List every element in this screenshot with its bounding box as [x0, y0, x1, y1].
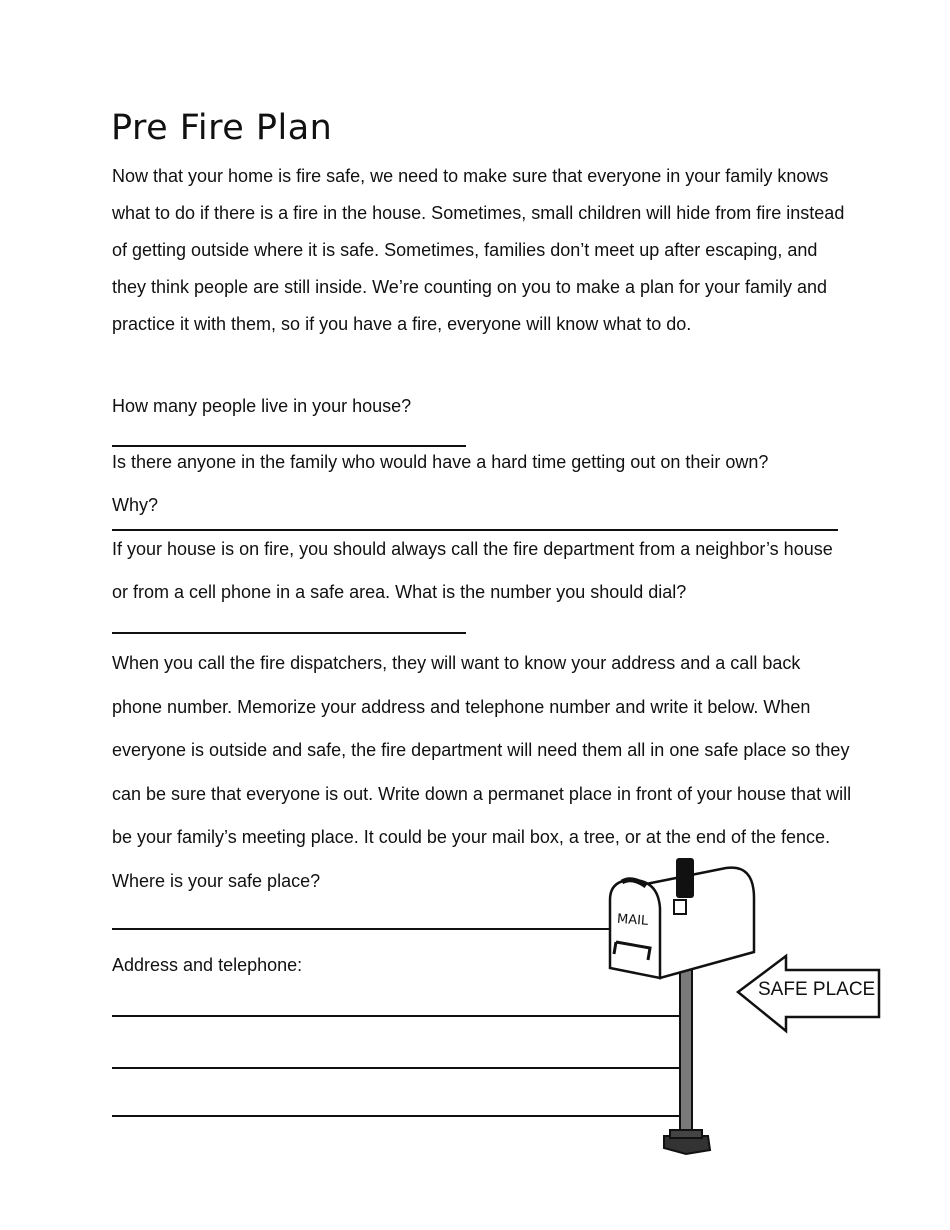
safe-place-sign-label: SAFE PLACE [758, 979, 876, 1000]
mailbox-illustration [600, 850, 890, 1160]
page-title: Pre Fire Plan [111, 108, 333, 148]
mailbox-label: MAIL [616, 911, 649, 929]
answer-line-address-3[interactable] [112, 1115, 682, 1117]
question-hard-time: Is there anyone in the family who would have a hard time getting out on their own? [112, 452, 769, 472]
mailbox-post [680, 968, 692, 1130]
answer-line-phone-number[interactable] [112, 632, 466, 634]
answer-line-address-2[interactable] [112, 1067, 682, 1069]
question-people-count: How many people live in your house? [112, 396, 412, 416]
question-call-fire-dept: If your house is on fire, you should always call the fire department from a neighbor’s house or from a cell phone in a safe area. What is the number you should dial? [112, 539, 833, 602]
answer-line-safe-place[interactable] [112, 928, 612, 930]
mailbox-flag [676, 858, 694, 898]
label-address-telephone: Address and telephone: [112, 955, 303, 975]
question-safe-place: When you call the fire dispatchers, they will want to know your address and a call back phone number. Memorize your address and telephone number and write it below. When everyone is outside and safe, the fire department will need them all in one safe place so they can be sure that everyone is out. Write down a permanet place in front of your house that will be your family’s meeting place. It could be your mail box, a tree, or at the end of the fence. Where is your safe place? [112, 653, 852, 891]
mailbox-door [610, 880, 660, 978]
question-why: Why? [112, 495, 159, 515]
answer-line-address-1[interactable] [112, 1015, 682, 1017]
intro-paragraph: Now that your home is fire safe, we need to make sure that everyone in your family knows what to do if there is a fire in the house. Sometimes, small children will hide from fire instead of getting outside where it is safe. Sometimes, families don’t meet up after escaping, and they think people are still inside. We’re counting on you to make a plan for your family and practice it with them, so if you have a fire, everyone will know what to do. [112, 166, 845, 334]
